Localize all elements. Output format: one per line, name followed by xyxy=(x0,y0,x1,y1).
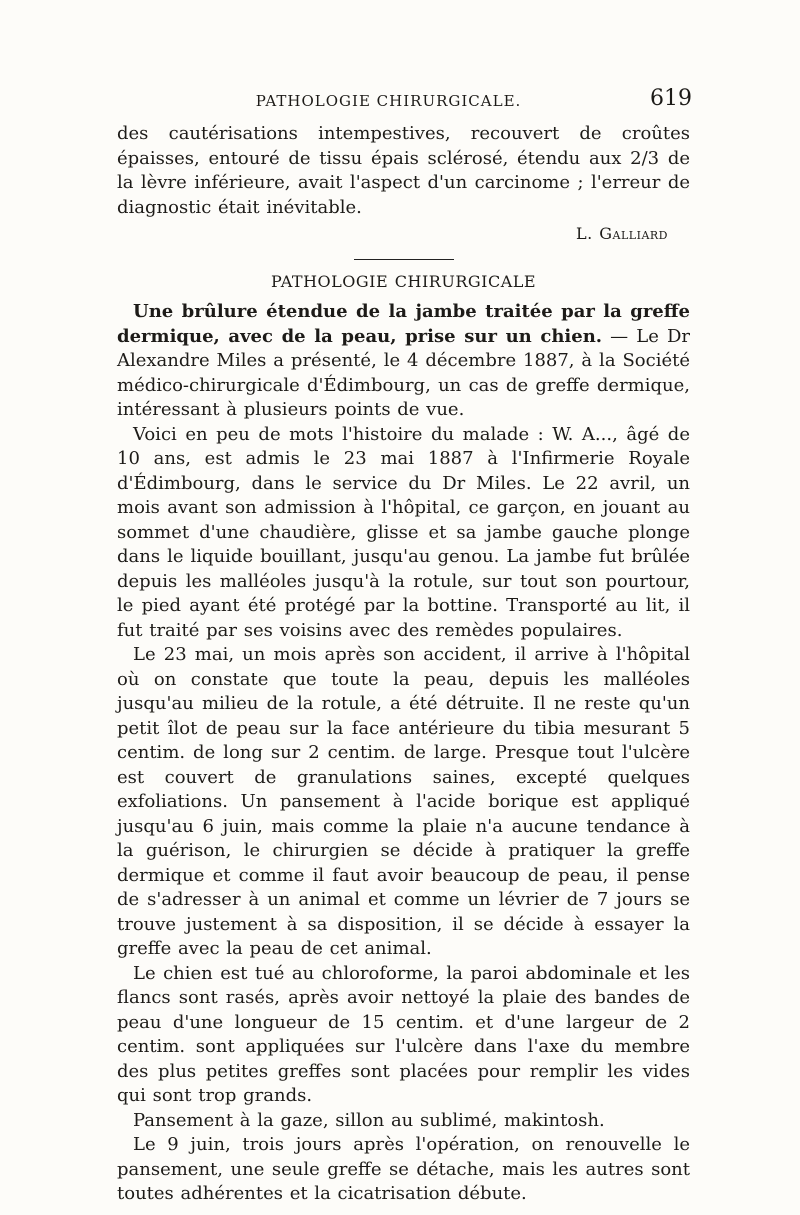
article-paragraph-5: Pansement à la gaze, sillon au sublimé, makintosh. xyxy=(133,1109,605,1131)
article-paragraph-6: Le 9 juin, trois jours après l'opération, on renouvelle le pansement, une seule greffe se détache, mais les autres sont toutes adhérentes et la cicatrisation débute. xyxy=(117,1134,690,1204)
article-paragraph-3: Le 23 mai, un mois après son accident, il arrive à l'hôpital où on constate que toute la peau, depuis les malléoles jusqu'au milieu de la rotule, a été détruite. Il ne reste qu'un petit îlot de peau sur la face antérieure du tibia mesurant 5 centim. de long sur 2 centim. de large. Presque tout l'ulcère est couvert de granulations saines, excepté quelques exfoliations. Un pansement à l'acide borique est appliqué jusqu'au 6 juin, mais comme la plaie n'a aucune tendance à la guérison, le chirurgien se décide à pratiquer la greffe dermique et comme il faut avoir beaucoup de peau, il pense de s'adresser à un animal et comme un lévrier de 7 jours se trouve justement à sa disposition, il se décide à essayer la greffe avec la peau de cet animal. xyxy=(117,644,690,959)
article-paragraph-4: Le chien est tué au chloroforme, la paroi abdominale et les flancs sont rasés, après avoir nettoyé la plaie des bandes de peau d'une longueur de 15 centim. et d'une largeur de 2 centim. sont appliquées sur l'ulcère dans l'axe du membre des plus petites greffes sont placées pour remplir les vides qui sont trop grands. xyxy=(117,962,690,1106)
article-paragraph-2: Voici en peu de mots l'histoire du malade : W. A..., âgé de 10 ans, est admis le 23 mai 1887 à l'Infirmerie Royale d'Édimbourg, dans le service du Dr Miles. Le 22 avril, un mois avant son admission à l'hôpital, ce garçon, en jouant au sommet d'une chaudière, glisse et sa jambe gauche plonge dans le liquide bouillant, jusqu'au genou. La jambe fut brûlée depuis les malléoles jusqu'à la rotule, sur tout son pourtour, le pied ayant été protégé par la bottine. Transporté au lit, il fut traité par ses voisins avec des remèdes populaires. xyxy=(117,423,690,641)
article-paragraph-1 xyxy=(117,300,690,423)
running-header xyxy=(117,86,692,122)
section-heading: PATHOLOGIE CHIRURGICALE xyxy=(270,271,537,291)
signature-text: L. Galliard xyxy=(575,224,668,243)
previous-article-text: des cautérisations intempestives, recouvert de croûtes épaisses, entouré de tissu épais sclérosé, étendu aux 2/3 de la lèvre inférieure, avait l'aspect d'un carcinome ; l'erreur de diagnostic était inévitable. xyxy=(117,123,690,218)
article-title: Une brûlure étendue de la jambe traitée par la greffe dermique, avec de la peau, prise sur un chien. xyxy=(117,301,690,347)
body-text xyxy=(117,122,690,1207)
author-signature xyxy=(117,222,690,247)
page-number: 619 xyxy=(650,86,692,111)
section-divider xyxy=(354,259,454,260)
article-paragraph-1-text: — Le Dr Alexandre Miles a présenté, le 4 décembre 1887, à la Société médico-chirurgicale d'Édimbourg, un cas de greffe dermique, intéressant à plusieurs points de vue. xyxy=(117,325,690,420)
running-title: PATHOLOGIE CHIRURGICALE. xyxy=(255,92,522,110)
